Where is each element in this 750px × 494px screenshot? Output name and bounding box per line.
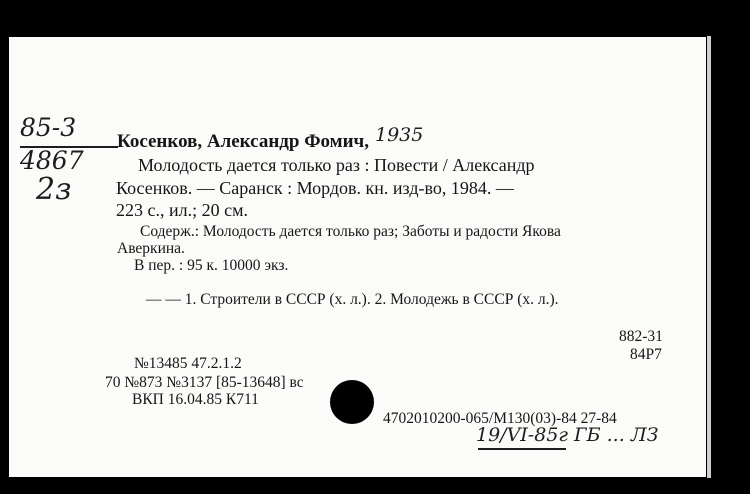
isbn-line: 4702010200-065/М130(03)-84 27-84 xyxy=(383,410,617,427)
registry-line-2: 70 №873 №3137 [85-13648] вс xyxy=(105,374,304,391)
class-number-1: 882-31 xyxy=(619,328,663,345)
handwritten-call-number-top: 85-3 xyxy=(20,113,77,142)
handwritten-shelf-mark: 2з xyxy=(36,172,72,207)
handwritten-call-number-bottom: 4867 xyxy=(20,146,84,175)
contents-line-1: Содерж.: Молодость дается только раз; Заботы и радости Якова xyxy=(140,223,561,240)
author-heading: Косенков, Александр Фомич, xyxy=(117,131,370,152)
title-line-2: Косенков. — Саранск : Мордов. кн. изд-во, 1984. — xyxy=(116,178,514,198)
registry-line-1: №13485 47.2.1.2 xyxy=(134,355,242,372)
registry-line-3: ВКП 16.04.85 К711 xyxy=(132,391,259,408)
handwritten-birth-year: 1935 xyxy=(375,124,424,146)
price-line: В пер. : 95 к. 10000 экз. xyxy=(134,257,289,274)
bottom-note-underline xyxy=(478,448,566,450)
handwritten-bottom-note: 19/VI-85г ГБ ... ЛЗ xyxy=(476,424,659,446)
ink-blot xyxy=(330,380,374,424)
title-line-1: Молодость дается только раз : Повести / Александр xyxy=(138,155,535,175)
title-line-3: 223 с., ил.; 20 см. xyxy=(116,200,248,220)
card-edge xyxy=(707,36,711,478)
class-number-2: 84Р7 xyxy=(630,346,662,363)
subjects-line: — — 1. Строители в СССР (х. л.). 2. Молодежь в СССР (х. л.). xyxy=(146,291,559,308)
contents-line-2: Аверкина. xyxy=(117,240,185,257)
